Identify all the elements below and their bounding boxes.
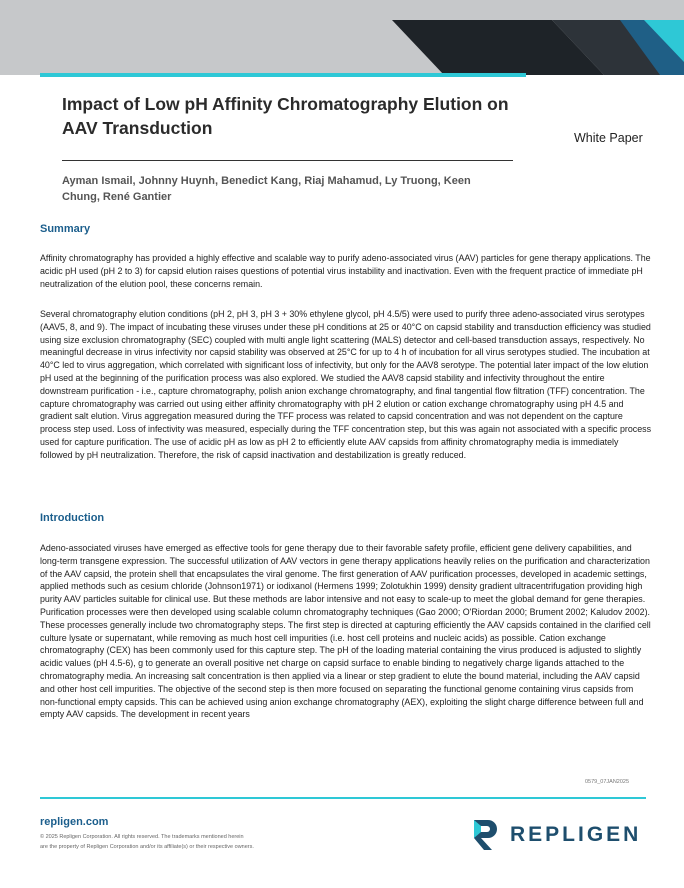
summary-paragraph-1: Affinity chromatography has provided a highly effective and scalable way to purify adeno-associated virus (AAV) particles for gene therapy applications. The acidic pH used (pH 2 to 3) for capsid elution raises questions of potential virus instability and inactivation. Even with the frequent practice of immediate pH neutralization of the elution pool, these concerns remain.: [40, 253, 651, 289]
document-id: 0579_07JAN2025: [585, 779, 630, 785]
repligen-logo-icon: [472, 818, 500, 852]
document-type: White Paper: [574, 131, 643, 145]
copyright-line-2: are the property of Repligen Corporation and/or its affiliate(s) or their respective owners.: [40, 844, 254, 850]
header-decoration: [0, 0, 684, 80]
copyright-notice: [40, 832, 310, 852]
authors: Ayman Ismail, Johnny Huynh, Benedict Kang, Riaj Mahamud, Ly Truong, Keen Chung, René Gantier: [62, 175, 471, 203]
footer-divider: [40, 797, 646, 799]
page-title: Impact of Low pH Affinity Chromatography Elution on AAV Transduction: [62, 94, 509, 138]
title-accent-line: [40, 73, 526, 77]
introduction-paragraph-1: Adeno-associated viruses have emerged as effective tools for gene therapy due to their favorable safety profile, efficient gene delivery capabilities, and long-term transgene expression. The successful utilization of AAV vectors in gene therapy applications heavily relies on the purification and characterization of the AAV capsid, the protein shell that encapsulates the viral genome. The first generation of AAV purification processes, developed in academic settings, applied methods such as cesium chloride (Johnson1971) or iodixanol (Hermens 1999; Zolotukhin 1999) density gradient ultracentrifugation providing high purity AAV particles suitable for clinical use. But these methods are labor intensive and not easy to scale-up to meet the global demand for gene therapies. Purification processes were then developed using scalable column chromatography techniques (Gao 2000; O'Riordan 2000; Brument 2002; Kaludov 2002). These processes generally include two chromatography steps. The first step is directed at capturing efficiently the AAV capsids contained in the clarified cell culture lysate or supernatant, while removing as much host cell impurities (i.e. host cell proteins and nucleic acids) as possible. Cation exchange chromatography (CEX) has been commonly used for this capture step. The pH of the loading material containing the virus produced is adjusted to slightly acidic values (pH 4.5-6), g to generate an overall positive net charge on capsid surface to enable binding to negatively charge ligands attached to the chromatography media. An increasing salt concentration is then applied via a linear or step gradient to elute the bound material, including the AAV capsid and other host cell impurities. The objective of the second step is then more focused on separating the functional genome containing virus capsids from non-functional empty capsids. This can be achieved using anion exchange chromatography (AEX), exploiting the slight charge difference between full and empty AAV capsids. The development in recent years: [40, 543, 651, 720]
summary-heading: Summary: [40, 223, 91, 235]
copyright-line-1: © 2025 Repligen Corporation. All rights reserved. The trademarks mentioned herein: [40, 834, 244, 840]
logo-wordmark: REPLIGEN: [510, 823, 642, 846]
title-divider: [62, 160, 513, 161]
summary-paragraph-2: Several chromatography elution conditions (pH 2, pH 3, pH 3 + 30% ethylene glycol, pH 4.5/5) were used to purify three adeno-associated virus serotypes (AAV5, 8, and 9). The impact of incubating these viruses under these pH conditions at 25 or 40°C on capsid stability and transduction efficiency was studied using size exclusion chromatography (SEC) coupled with multi angle light scattering (MALS) detector and cell-based transduction assays, respectively. No meaningful decrease in virus infectivity nor capsid stability was observed at 25°C for up to 4 h of incubation for all virus serotypes studied. The incubation at 40°C led to virus aggregation, which correlated with significant loss of infectivity, but only for the AAV8 serotype. The potential later impact of the low elution pH used at the beginning of the purification process was also explored. We studied the AAV8 capsid stability and infectivity throughout the entire downstream purification - i.e., capture chromatography, polish anion exchange chromatography, and final tangential flow filtration (TFF) concentration. The capture chromatography was carried out using either affinity chromatography with pH 2 elution or cation exchange chromatography using pH 4.5 and gradient salt elution. Virus aggregation measured during the TFF process was related to capsid concentration and was not dependent on the capture process step used. Loss of infectivity was measured, especially during the TFF concentration step, but this was again not associated with a specific process used for capture purification. The use of acidic pH as low as pH 2 to efficiently elute AAV capsids from affinity chromatography media is immediately followed by pH neutralization. Therefore, the risk of capsid inactivation and destabilization is greatly reduced.: [40, 309, 652, 460]
repligen-logo: [472, 818, 641, 852]
footer-link[interactable]: repligen.com: [40, 816, 109, 828]
introduction-heading: Introduction: [40, 512, 105, 524]
